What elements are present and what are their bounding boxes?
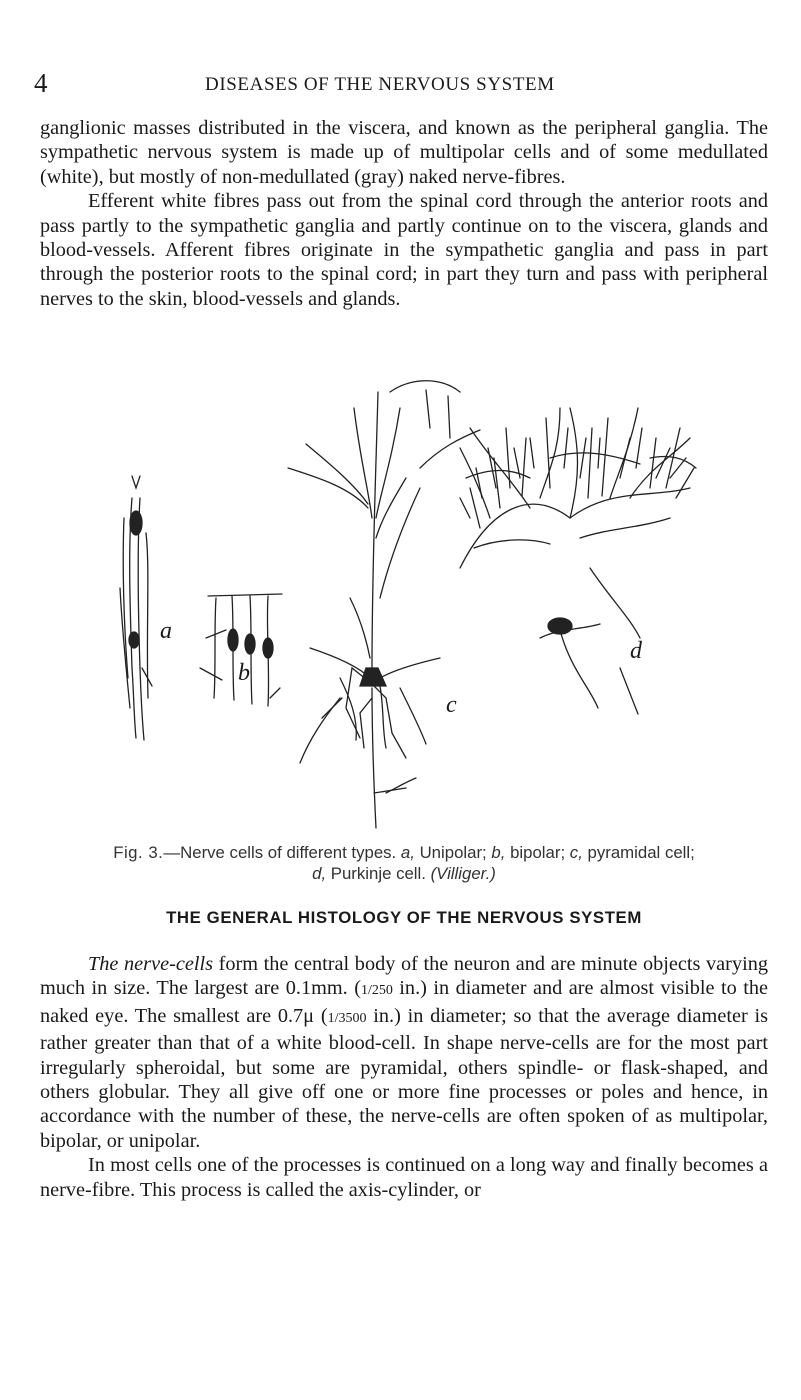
paragraph xyxy=(40,952,768,1153)
page-number: 4 xyxy=(34,68,48,98)
figure-caption xyxy=(40,842,768,884)
fraction: 1/250 xyxy=(360,983,393,999)
label-b: b xyxy=(238,660,250,686)
running-head: DISEASES OF THE NERVOUS SYSTEM xyxy=(205,74,555,95)
term-nerve-cells: The nerve-cells xyxy=(88,953,213,975)
label-c: c xyxy=(446,692,457,718)
nerve-cells-figure xyxy=(110,368,710,840)
label-a: a xyxy=(160,618,172,644)
paragraph-part: in.) in diameter; so that the average diameter is rather greater than that of a white blood-cell. In shape nerve-cells are for the most part irregularly spheroidal, but some are pyramidal, others spindle- or flask-shaped, and others globular. They all give off one or more fine processes or poles and hence, in accordance with the number of these, the nerve-cells are often spoken of as multipolar, bipolar, or unipolar. xyxy=(40,1004,768,1152)
caption-text: —Nerve cells of different types. xyxy=(163,843,397,862)
caption-d-text: Purkinje cell. xyxy=(330,864,426,883)
label-d: d xyxy=(630,638,642,664)
paragraph: ganglionic masses distributed in the viscera, and known as the peripheral ganglia. The sympathetic nervous system is made up of multipolar cells and of some medullated (white), but mostly of non-medullated (gray) naked nerve-fibres. xyxy=(40,117,768,188)
body-text-top xyxy=(40,116,768,311)
paragraph-part: form the central body of the neuron and are minute objects varying much in size. The largest are 0.1mm. ( xyxy=(40,953,768,1000)
paragraph: Efferent white fibres pass out from the spinal cord through the anterior roots and pass partly to the sympathetic ganglia and partly continue on to the viscera, glands and blood-vessels. Afferent fibres originate in the sympathetic ganglia and pass in part through the posterior roots to the spinal cord; in part they turn and pass with peripheral nerves to the skin, blood-vessels and glands. xyxy=(40,190,768,310)
pyramidal-cell-c xyxy=(288,390,480,828)
dendrite-line xyxy=(390,381,460,392)
purkinje-cell-d xyxy=(460,408,696,714)
paragraph: In most cells one of the processes is continued on a long way and finally becomes a nerve-fibre. This process is called the axis-cylinder, or xyxy=(40,1154,768,1201)
caption-c-text: pyramidal cell; xyxy=(587,843,695,862)
unipolar-cell-a xyxy=(120,476,152,740)
caption-a-text: Unipolar; xyxy=(419,843,487,862)
caption-credit: (Villiger.) xyxy=(430,864,496,883)
section-heading: THE GENERAL HISTOLOGY OF THE NERVOUS SYSTEM xyxy=(166,908,642,927)
caption-letter-c: c, xyxy=(569,843,583,862)
caption-letter-d: d, xyxy=(312,864,327,883)
caption-b-text: bipolar; xyxy=(510,843,566,862)
nerve-cells-illustration xyxy=(110,368,710,840)
page-header xyxy=(0,68,801,98)
fraction: 1/3500 xyxy=(327,1010,367,1026)
caption-letter-b: b, xyxy=(491,843,506,862)
caption-fig-number: Fig. 3. xyxy=(113,843,164,862)
body-text-section xyxy=(40,952,768,1202)
bipolar-cell-b xyxy=(200,594,282,706)
caption-letter-a: a, xyxy=(400,843,415,862)
paragraph-part: in.) in diameter and are almost visible to the naked eye. The smallest are 0.7μ ( xyxy=(40,977,768,1027)
